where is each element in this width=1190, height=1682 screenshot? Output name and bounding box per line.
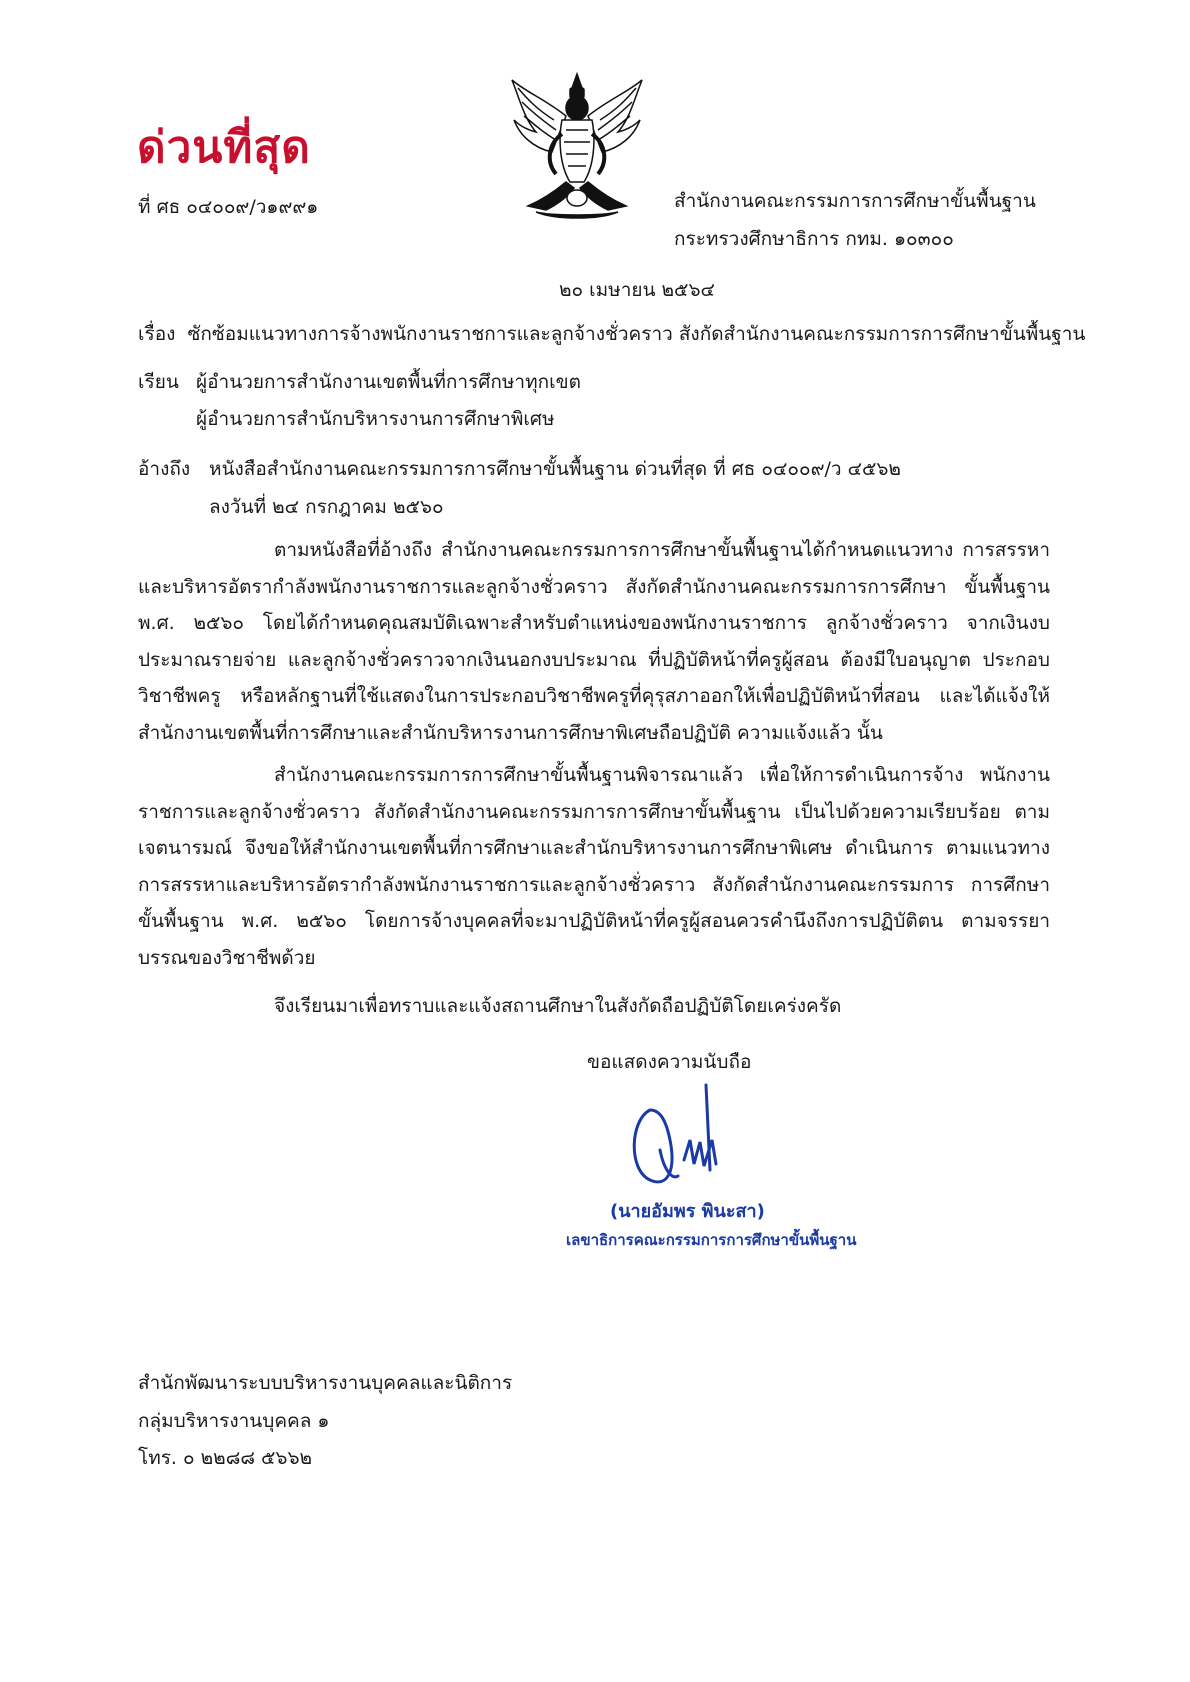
- recipient-line-1: ผู้อำนวยการสำนักงานเขตพื้นที่การศึกษาทุกเขต: [196, 371, 581, 393]
- reference-line-2: ลงวันที่ ๒๔ กรกฎาคม ๒๕๖๐: [209, 496, 444, 518]
- handwritten-signature: [620, 1080, 750, 1200]
- signatory-title: เลขาธิการคณะกรรมการการศึกษาขั้นพื้นฐาน: [566, 1231, 857, 1249]
- closing-statement: จึงเรียนมาเพื่อทราบและแจ้งสถานศึกษาในสังกัดถือปฏิบัติโดยเคร่งครัด: [274, 995, 842, 1017]
- recipient-line-2: ผู้อำนวยการสำนักบริหารงานการศึกษาพิเศษ: [196, 408, 555, 430]
- letter-date: ๒๐ เมษายน ๒๕๖๔: [559, 279, 715, 301]
- document-number: ที่ ศธ ๐๔๐๐๙/ว๑๙๙๑: [138, 196, 319, 218]
- recipient-label: เรียน: [138, 371, 179, 393]
- subject-line: [138, 325, 1085, 344]
- body-paragraph-1: [138, 532, 1050, 751]
- footer-group: กลุ่มบริหารงานบุคคล ๑: [138, 1410, 330, 1432]
- urgency-stamp: ด่วนที่สุด: [137, 122, 311, 173]
- subject-text: ซักซ้อมแนวทางการจ้างพนักงานราชการและลูกจ้างชั่วคราว สังกัดสำนักงานคณะกรรมการการศึกษาขั้นพื้นฐาน: [187, 323, 1086, 345]
- garuda-emblem-icon: [506, 70, 648, 222]
- reference-line-1: หนังสือสำนักงานคณะกรรมการการศึกษาขั้นพื้นฐาน ด่วนที่สุด ที่ ศธ ๐๔๐๐๙/ว ๔๕๖๒: [209, 458, 901, 480]
- paragraph-2-text: สำนักงานคณะกรรมการการศึกษาขั้นพื้นฐานพิจารณาแล้ว เพื่อให้การดำเนินการจ้าง พนักงานราชการและลูกจ้างชั่วคราว สังกัดสำนักงานคณะกรรมการการศึกษาขั้นพื้นฐาน เป็นไปด้วยความเรียบร้อย ตามเจตนารมณ์ จึงขอให้สำนักงานเขตพื้นที่การศึกษาและสำนักบริหารงานการศึกษาพิเศษ ดำเนินการ ตามแนวทางการสรรหาและบริหารอัตรากำลังพนักงานราชการและลูกจ้างชั่วคราว สังกัดสำนักงานคณะกรรมการ การศึกษาขั้นพื้นฐาน พ.ศ. ๒๕๖๐ โดยการจ้างบุคคลที่จะมาปฏิบัติหน้าที่ครูผู้สอนควรคำนึงถึงการปฏิบัติตน ตามจรรยาบรรณของวิชาชีพด้วย: [138, 764, 1050, 969]
- paragraph-1-text: ตามหนังสือที่อ้างถึง สำนักงานคณะกรรมการการศึกษาขั้นพื้นฐานได้กำหนดแนวทาง การสรรหาและบริหารอัตรากำลังพนักงานราชการและลูกจ้างชั่วคราว สังกัดสำนักงานคณะกรรมการการศึกษา ขั้นพื้นฐาน พ.ศ. ๒๕๖๐ โดยได้กำหนดคุณสมบัติเฉพาะสำหรับตำแหน่งของพนักงานราชการ ลูกจ้างชั่วคราว จากเงินงบประมาณรายจ่าย และลูกจ้างชั่วคราวจากเงินนอกงบประมาณ ที่ปฏิบัติหน้าที่ครูผู้สอน ต้องมีใบอนุญาต ประกอบวิชาชีพครู หรือหลักฐานที่ใช้แสดงในการประกอบวิชาชีพครูที่คุรุสภาออกให้เพื่อปฏิบัติหน้าที่สอน และได้แจ้งให้สำนักงานเขตพื้นที่การศึกษาและสำนักบริหารงานการศึกษาพิเศษถือปฏิบัติ ความแจ้งแล้ว นั้น: [138, 539, 1050, 744]
- signatory-name: (นายอัมพร พินะสา): [610, 1201, 765, 1222]
- body-paragraph-2: [138, 757, 1050, 976]
- footer-phone: โทร. ๐ ๒๒๘๘ ๕๖๖๒: [138, 1447, 313, 1469]
- regards: ขอแสดงความนับถือ: [587, 1051, 752, 1073]
- office-address: กระทรวงศึกษาธิการ กทม. ๑๐๓๐๐: [674, 228, 954, 250]
- subject-label: เรื่อง: [138, 323, 176, 345]
- footer-department: สำนักพัฒนาระบบบริหารงานบุคคลและนิติการ: [138, 1372, 513, 1394]
- reference-label: อ้างถึง: [138, 458, 191, 480]
- office-name: สำนักงานคณะกรรมการการศึกษาขั้นพื้นฐาน: [674, 190, 1036, 212]
